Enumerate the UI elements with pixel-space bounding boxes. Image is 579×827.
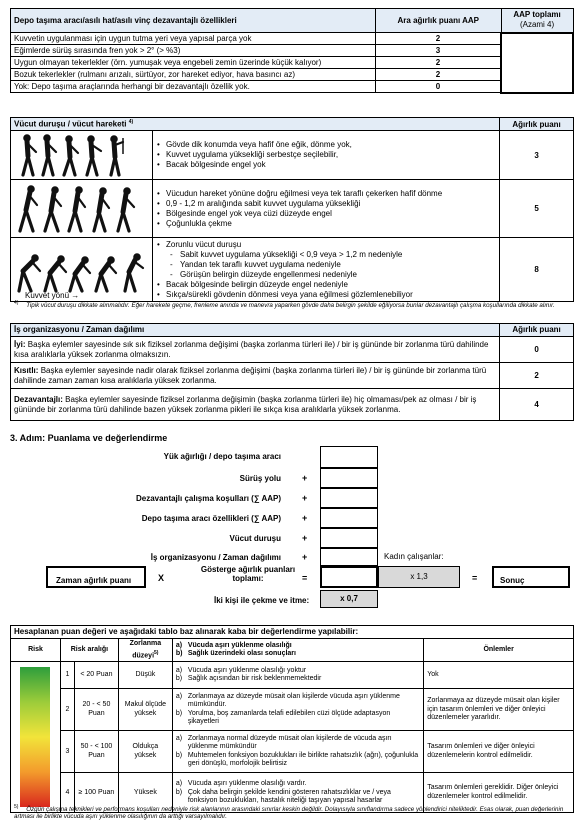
score-input-vehicle[interactable] <box>320 508 378 528</box>
risk-range: < 20 Puan <box>74 662 118 689</box>
posture-item: • Zorunlu vücut duruşu <box>156 240 496 250</box>
vehicle-row-label: Uygun olmayan tekerlekler (örn. yumuşak veya engebeli zemin üzerinde küçük kalıyor) <box>11 57 376 69</box>
organization-row: Kısıtlı: Başka eylemler sayesinde nadir olarak fiziksel zorlanma değişimi (başka zorlanma türleri ile) / bir iş gününde bir zorlanma türü dahilinde zaman zaman kısa aralıklarla yüksek zorlanma. <box>11 363 500 389</box>
bent-pushing-figures-icon <box>11 245 151 295</box>
plus-sign: + <box>302 533 308 543</box>
posture-item: • Gövde dik konumda veya hafif öne eğik, dönme yok, <box>156 140 496 150</box>
posture-figures-bent <box>11 238 153 302</box>
score-input-load[interactable] <box>320 446 378 468</box>
women-label: Kadın çalışanlar: <box>384 552 444 561</box>
posture-item: • Sıkça/sürekli gövdenin dönmesi veya yana eğilmesi gözlemlenebiliyor <box>156 290 496 300</box>
risk-probability: a) Zorlanmaya az düzeyde müsait olan kişilerde vücuda aşırı yüklenme mümkündür. b) Yorulma, boş zamanlarda telafi edilebilen cüzi ölçüde adaptasyon şikayetleri <box>172 689 423 731</box>
posture-subitem: - Yandan tek taraflı kuvvet uygulama nedeniyle <box>156 260 496 270</box>
posture-item: • Vücudun hareket yönüne doğru eğilmesi veya tek taraflı çekerken hafif dönme <box>156 189 496 199</box>
score-input-organization[interactable] <box>320 548 378 566</box>
organization-weight-header: Ağırlık puanı <box>500 324 574 337</box>
two-person-label: İki kişi ile çekme ve itme: <box>214 596 310 605</box>
risk-probability: a) Vücuda aşırı yüklenme olasılığı vardır. b) Çok daha belirgin şekilde kendini gösteren rahatsızlıklar ve / veya fonksiyon bozuklukları, hastalık niteliği taşıyan yapısal hasarlar <box>172 773 423 813</box>
risk-level: Düşük <box>118 662 172 689</box>
vehicle-row-score: 3 <box>375 45 501 57</box>
vehicle-row-label: Bozuk tekerlekler (rulmanı arızalı, sürtüyor, zor hareket ediyor, hava basıncı az) <box>11 69 376 81</box>
score-input-route[interactable] <box>320 468 378 488</box>
posture-subitem: - Sabit kuvvet uygulama yüksekliği < 0,9 veya > 1,2 m nedeniyle <box>156 250 496 260</box>
level-header: Zorlanma düzeyi$^{5)}$ <box>118 639 172 662</box>
posture-subitem: - Görüşün belirgin düzeyde engellenmesi nedeniyle <box>156 270 496 280</box>
equals-sign-2: = <box>472 573 478 583</box>
risk-range: ≥ 100 Puan <box>74 773 118 813</box>
posture-table <box>10 117 574 302</box>
vehicle-row-score: 0 <box>375 81 501 93</box>
posture-score: 5 <box>500 180 574 238</box>
time-weight-label: Zaman ağırlık puanı <box>56 576 132 585</box>
vehicle-row-label: Yok: Depo taşıma araçlarında herhangi bir dezavantajlı özellik yok. <box>11 81 376 93</box>
posture-footnote: $^{4)}$ Tipik vücut duruşu dikkate alınmalıdır. Eğer harekete geçme, frenleme anında ve manevra yaparken gövde daha belirgin şekilde eğiliyorsa bunlar dezavantajlı çalışma koşullarında dikkate alınır. <box>14 300 555 310</box>
vehicle-row-score: 2 <box>375 69 501 81</box>
risk-header: Risk <box>11 639 61 662</box>
assessment-title: Hesaplanan puan değeri ve aşağıdaki tablo baz alınarak kaba bir değerlendirme yapılabilir: <box>11 626 574 639</box>
score-label-posture: Vücut duruşu <box>229 534 281 543</box>
risk-level: Makul ölçüde yüksek <box>118 689 172 731</box>
risk-level: Oldukça yüksek <box>118 731 172 773</box>
risk-probability: a) Zorlanmaya normal düzeyde müsait olan kişilerde de vücuda aşırı yüklenme mümkündür b) Muhtemelen fonksiyon bozuklukları ile birlikte rahatsızlık (ağrı), çoğunlukla geri dönüşlü, morfolojik belirtisiz <box>172 731 423 773</box>
plus-sign: + <box>302 493 308 503</box>
posture-figures-upright <box>11 131 153 180</box>
organization-table <box>10 323 574 421</box>
time-weight-input[interactable] <box>46 566 146 588</box>
vehicle-row-label: Kuvvetin uygulanması için uygun tutma yeri veya yapısal parça yok <box>11 33 376 45</box>
risk-num: 3 <box>60 731 74 773</box>
posture-desc-2 <box>152 180 499 238</box>
partial-score-header: Ara ağırlık puanı AAP <box>375 9 501 33</box>
result-label: Sonuç <box>500 576 525 585</box>
organization-score: 2 <box>500 363 574 389</box>
posture-desc-1 <box>152 131 499 180</box>
plus-sign: + <box>302 552 308 562</box>
range-header: Risk aralığı <box>60 639 118 662</box>
vehicle-row-score: 2 <box>375 33 501 45</box>
vehicle-row-label: Eğimlerde sürüş sırasında fren yok > 2° (> %3) <box>11 45 376 57</box>
posture-score: 3 <box>500 131 574 180</box>
vehicle-features-table <box>10 8 574 94</box>
organization-score: 4 <box>500 389 574 421</box>
vehicle-header: Depo taşıma aracı/asılı hat/asılı vinç dezavantajlı özellikleri <box>11 9 376 33</box>
posture-item: • Bölgesinde engel yok veya cüzi düzeyde engel <box>156 209 496 219</box>
posture-weight-header: Ağırlık puanı <box>500 118 574 131</box>
risk-num: 1 <box>60 662 74 689</box>
risk-level: Yüksek <box>118 773 172 813</box>
score-label-load: Yük ağırlığı / depo taşıma aracı <box>163 452 281 461</box>
measures-header: Önlemler <box>424 639 574 662</box>
indicator-sum-input[interactable] <box>320 566 378 588</box>
two-person-factor-cell: x 0,7 <box>320 590 378 608</box>
score-label-conditions: Dezavantajlı çalışma koşulları (∑ AAP) <box>135 494 281 503</box>
risk-measures: Zorlanmaya az düzeyde müsait olan kişiler için tasarım önlemleri ve diğer önleyici düzenlemeler yararlıdır. <box>424 689 574 731</box>
posture-item: • Kuvvet uygulama yüksekliği serbestçe seçilebilir, <box>156 150 496 160</box>
score-label-vehicle: Depo taşıma aracı özellikleri (∑ AAP) <box>141 514 281 523</box>
total-score-input[interactable] <box>501 33 573 93</box>
women-factor-cell: x 1,3 <box>378 566 460 588</box>
scoring-title: 3. Adım: Puanlama ve değerlendirme <box>10 433 168 443</box>
organization-row: Dezavantajlı: Başka eylemler sayesinde fiziksel zorlanma değişimin (başka zorlanma türleri ile) hiç olmaması/pek az olması / bir iş gününde bir zorlanma türü dahilinde bazen yüksek zorlanma pikleri ile sıkça kısa aralıklarla yüksek zorlanma. <box>11 389 500 421</box>
risk-measures: Tasarım önlemleri gereklidir. Diğer önleyici düzenlemeler kontrol edilmelidir. <box>424 773 574 813</box>
risk-measures: Tasarım önlemleri ve diğer önleyici düzenlemelerin kontrol edilmelidir. <box>424 731 574 773</box>
risk-num: 4 <box>60 773 74 813</box>
score-label-route: Sürüş yolu <box>239 474 281 483</box>
posture-header: Vücut duruşu / vücut hareketi $^{4)}$ <box>11 118 500 131</box>
vehicle-row-score: 2 <box>375 57 501 69</box>
risk-range: 20 - < 50 Puan <box>74 689 118 731</box>
plus-sign: + <box>302 513 308 523</box>
posture-score: 8 <box>500 238 574 302</box>
result-input[interactable] <box>492 566 570 588</box>
organization-row: İyi: Başka eylemler sayesinde sık sık fiziksel zorlanma değişimi (başka zorlanma türleri ile) / bir iş gününde bir zorlanma türü dahilinde kısa aralıklarla yüksek zorlanma olmaksızın. <box>11 337 500 363</box>
risk-measures: Yok <box>424 662 574 689</box>
multiply-sign: X <box>158 573 165 583</box>
risk-probability: a) Vücuda aşırı yüklenme olasılığı yoktur b) Sağlık açısından bir risk beklenmemektedir <box>172 662 423 689</box>
force-direction-label: Kuvvet yönü → <box>25 291 80 300</box>
posture-item: • Bacak bölgesinde engel yok <box>156 160 496 170</box>
organization-score: 0 <box>500 337 574 363</box>
risk-range: 50 - < 100 Puan <box>74 731 118 773</box>
posture-item: • Çoğunlukla çekme <box>156 219 496 229</box>
posture-figures-leaning <box>11 180 153 238</box>
score-input-posture[interactable] <box>320 528 378 548</box>
score-label-organization: İş organizasyonu / Zaman dağılımı <box>150 553 281 562</box>
risk-gradient-bar <box>20 667 50 807</box>
probability-header: a) Vücuda aşırı yüklenme olasılığı b) Sağlık üzerindeki olası sonuçları <box>172 639 423 662</box>
indicator-sum-label: Gösterge ağırlık puanları toplamı: <box>200 565 296 583</box>
posture-item: • Bacak bölgesinde belirgin düzeyde engel nedeniyle <box>156 280 496 290</box>
score-input-conditions[interactable] <box>320 488 378 508</box>
assessment-footnote: $^{5)}$ Özgün çalışma teknikleri ve performans koşulları nedeniyle risk alanlarının arasındaki sınırlar keskin değildir. Dolayısıyla sınıflandırma sadece yönlendirici niteliktedir. Esas olarak, puan değerlerinin artması ile birlikte vücuda aşırı yüklenme olasılığının da arttığı varsayılmalıdır. <box>14 804 564 821</box>
plus-sign: + <box>302 473 308 483</box>
organization-header: İş organizasyonu / Zaman dağılımı <box>11 324 500 337</box>
risk-num: 2 <box>60 689 74 731</box>
total-score-header: AAP toplamı (Azami 4) <box>501 9 573 33</box>
assessment-table <box>10 625 574 813</box>
posture-desc-3 <box>152 238 499 302</box>
upright-walking-figures-icon <box>11 132 151 179</box>
risk-gradient-cell <box>11 662 61 813</box>
leaning-walking-figures-icon <box>11 181 151 237</box>
equals-sign: = <box>302 573 308 583</box>
posture-item: • 0,9 - 1,2 m aralığında sabit kuvvet uygulama yüksekliği <box>156 199 496 209</box>
